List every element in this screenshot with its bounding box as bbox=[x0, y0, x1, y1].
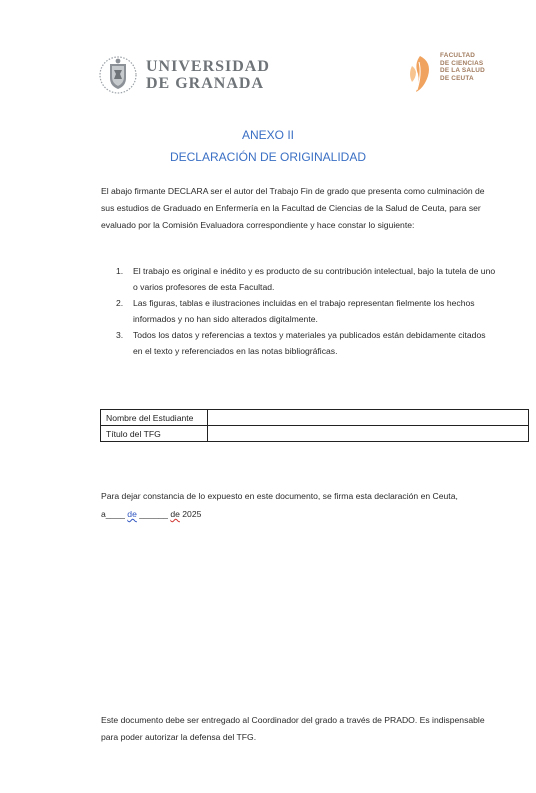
faculty-line-4: DE CEUTA bbox=[440, 74, 474, 82]
student-name-field[interactable] bbox=[208, 410, 529, 426]
intro-paragraph: El abajo firmante DECLARA ser el autor del Trabajo Fin de grado que presenta como culminación de sus estudios de Graduado en Enfermería en la Facultad de Ciencias de la Salud de Ceuta, para ser evaluado por la Comisión Evaluadora correspondiente y hace constar lo siguiente: bbox=[101, 186, 485, 230]
list-item bbox=[116, 295, 496, 327]
faculty-leaf-icon bbox=[406, 52, 436, 96]
date-year: 2025 bbox=[182, 509, 202, 519]
annex-title: ANEXO II bbox=[241, 128, 294, 142]
date-month-blank[interactable]: ______ bbox=[139, 509, 168, 519]
faculty-line-1: FACULTAD bbox=[440, 52, 476, 59]
university-crest-icon bbox=[98, 52, 138, 98]
date-de-2: de bbox=[170, 509, 180, 519]
university-name-line2: DE GRANADA bbox=[146, 75, 264, 92]
footer-note: Este documento debe ser entregado al Coordinador del grado a través de PRADO. Es indispensable para poder autorizar la defensa del TFG. bbox=[101, 715, 485, 742]
table-row bbox=[101, 426, 529, 442]
tfg-title-label: Título del TFG bbox=[101, 426, 208, 442]
declaration-list bbox=[116, 263, 496, 359]
tfg-title-field[interactable] bbox=[208, 426, 529, 442]
signature-paragraph: Para dejar constancia de lo expuesto en este documento, se firma esta declaración en Ceuta, bbox=[101, 491, 458, 501]
university-name-line1: UNIVERSIDAD bbox=[146, 58, 270, 75]
list-item-number: 3. bbox=[116, 330, 124, 340]
list-item bbox=[116, 327, 496, 359]
declaration-title: DECLARACIÓN DE ORIGINALIDAD bbox=[169, 150, 367, 164]
date-de-1: de bbox=[127, 509, 137, 519]
student-info-table bbox=[100, 409, 529, 442]
faculty-line-2: DE CIENCIAS bbox=[440, 59, 484, 67]
list-item-number: 1. bbox=[116, 266, 124, 276]
date-line bbox=[101, 506, 201, 523]
table-row bbox=[101, 410, 529, 426]
date-day-blank[interactable]: a____ bbox=[101, 509, 125, 519]
faculty-logo bbox=[406, 52, 485, 96]
faculty-line-3: DE LA SALUD bbox=[440, 67, 485, 75]
university-logo bbox=[98, 52, 270, 98]
student-name-label: Nombre del Estudiante bbox=[101, 410, 208, 426]
list-item bbox=[116, 263, 496, 295]
list-item-text: Todos los datos y referencias a textos y materiales ya publicados están debidamente citados en el texto y referenciados en las notas bibliográficas. bbox=[133, 330, 486, 356]
list-item-text: Las figuras, tablas e ilustraciones incluidas en el trabajo representan fielmente los hechos informados y no han sido alterados digitalmente. bbox=[133, 298, 475, 324]
list-item-text: El trabajo es original e inédito y es producto de su contribución intelectual, bajo la tutela de uno o varios profesores de esta Facultad. bbox=[133, 266, 496, 292]
list-item-number: 2. bbox=[116, 298, 124, 308]
